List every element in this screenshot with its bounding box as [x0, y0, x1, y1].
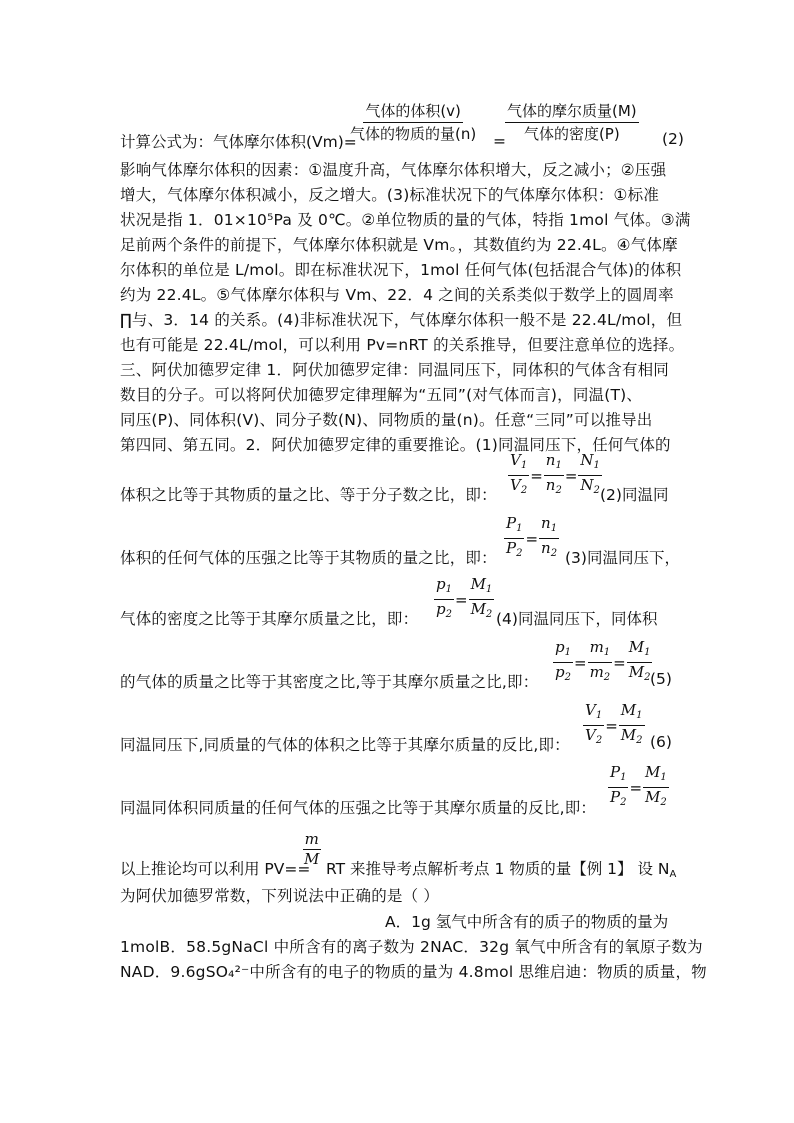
text-line: 第四同、第五同。2．阿伏加德罗定律的重要推论。(1)同温同压下，任何气体的 [120, 436, 671, 454]
suffix-text: RT 来推导考点解析考点 1 物质的量【例 1】 设 N [326, 860, 670, 878]
inference-text: 体积之比等于其物质的量之比、等于分子数之比，即： [120, 486, 497, 504]
inference-text: 同温同体积同质量的任何气体的压强之比等于其摩尔质量的反比,即： [120, 799, 597, 817]
inference-after: (2)同温同 [600, 486, 669, 504]
fraction-denominator: 气体的物质的量(n) [350, 125, 477, 143]
fraction-denominator: 气体的密度(P) [523, 125, 620, 143]
inference-after: (4)同温同压下，同体积 [496, 610, 658, 628]
last-formula-prefix: 以上推论均可以利用 PV== [120, 860, 311, 878]
inference-text: 的气体的质量之比等于其密度之比,等于其摩尔质量之比,即： [120, 673, 539, 691]
inference-after: (5) [650, 670, 672, 688]
formula-fraction-1 [348, 102, 478, 143]
text-line: 也有可能是 22.4L/mol，可以利用 Pv=nRT 的关系推导，但要注意单位的选择。 [120, 336, 685, 354]
text-line: ∏与、3．14 的关系。(4)非标准状况下，气体摩尔体积一般不是 22.4L/mol，但 [120, 311, 683, 329]
text-line: 数目的分子。可以将阿伏加德罗定律理解为“五同”(对气体而言)，同温(T)、 [120, 386, 643, 404]
fraction-numerator: 气体的体积(v) [363, 102, 463, 123]
formula-fraction-2 [505, 102, 639, 143]
inference-text: 同温同压下,同质量的气体的体积之比等于其摩尔质量的反比,即： [120, 736, 570, 754]
text-line: 状况是指 1．01×10⁵Pa 及 0℃。②单位物质的量的气体，特指 1mol 气体。③满 [120, 211, 691, 229]
text-line: 增大，气体摩尔体积减小，反之增大。(3)标准状况下的气体摩尔体积：①标准 [120, 186, 660, 204]
text-line: 影响气体摩尔体积的因素：①温度升高，气体摩尔体积增大，反之减小；②压强 [120, 161, 667, 179]
ratio-formula-2: $\frac{P_1}{P_2}$ = $\frac{n_1}{n_2}$ [506, 514, 558, 559]
formula-prefix: 计算公式为：气体摩尔体积(Vm)= [120, 133, 357, 151]
ratio-formula-3: $\frac{p_1}{p_2}$ = $\frac{M_1}{M_2}$ [436, 575, 493, 620]
formula-equals: = [493, 132, 506, 150]
text-line: 尔体积的单位是 L/mol。即在标准状况下，1mol 任何气体(包括混合气体)的体积 [120, 261, 682, 279]
suffix-subscript: A [669, 869, 677, 880]
inference-text: 体积的任何气体的压强之比等于其物质的量之比，即： [120, 549, 497, 567]
text-line: 同压(P)、同体积(V)、同分子数(N)、同物质的量(n)。任意“三同”可以推导出 [120, 411, 653, 429]
question-line: 为阿伏加德罗常数，下列说法中正确的是（ ） [120, 887, 440, 905]
text-line: 约为 22.4L。⑤气体摩尔体积与 Vm、22．4 之间的关系类似于数学上的圆周率 [120, 286, 674, 304]
inference-after: (6) [650, 733, 672, 751]
formula-suffix: (2) [662, 130, 684, 148]
last-formula-suffix [326, 857, 676, 880]
text-line: 三、阿伏加德罗定律 1．阿伏加德罗定律：同温同压下，同体积的气体含有相同 [120, 361, 669, 379]
fraction-numerator: m [304, 830, 319, 848]
ratio-formula-4: $\frac{p_1}{p_2}$ = $\frac{m_1}{m_2}$ = $\frac{M_1}{M_2}$ [555, 638, 651, 683]
text-line: 足前两个条件的前提下，气体摩尔体积就是 Vm。，其数值约为 22.4L。④气体摩 [120, 236, 678, 254]
option-a: A．1g 氢气中所含有的质子的物质的量为 [385, 913, 669, 931]
fraction-numerator: 气体的摩尔质量(M) [505, 102, 639, 123]
question-line: NAD．9.6gSO₄²⁻中所含有的电子的物质的量为 4.8mol 思维启迪：物质的质量，物 [120, 963, 707, 981]
mass-over-molar-mass [302, 831, 321, 868]
inference-text: 气体的密度之比等于其摩尔质量之比，即： [120, 610, 419, 628]
question-line: 1molB．58.5gNaCl 中所含有的离子数为 2NAC．32g 氧气中所含有的氧原子数为 [120, 938, 703, 956]
fraction-denominator: M [304, 850, 320, 868]
inference-after: (3)同温同压下， [565, 549, 680, 567]
ratio-formula-1: $\frac{V_1}{V_2}$ = $\frac{n_1}{n_2}$ = $\frac{N_1}{N_2}$ [510, 451, 600, 496]
ratio-formula-5: $\frac{V_1}{V_2}$ = $\frac{M_1}{M_2}$ [585, 701, 643, 746]
ratio-formula-6: $\frac{P_1}{P_2}$ = $\frac{M_1}{M_2}$ [610, 763, 667, 808]
